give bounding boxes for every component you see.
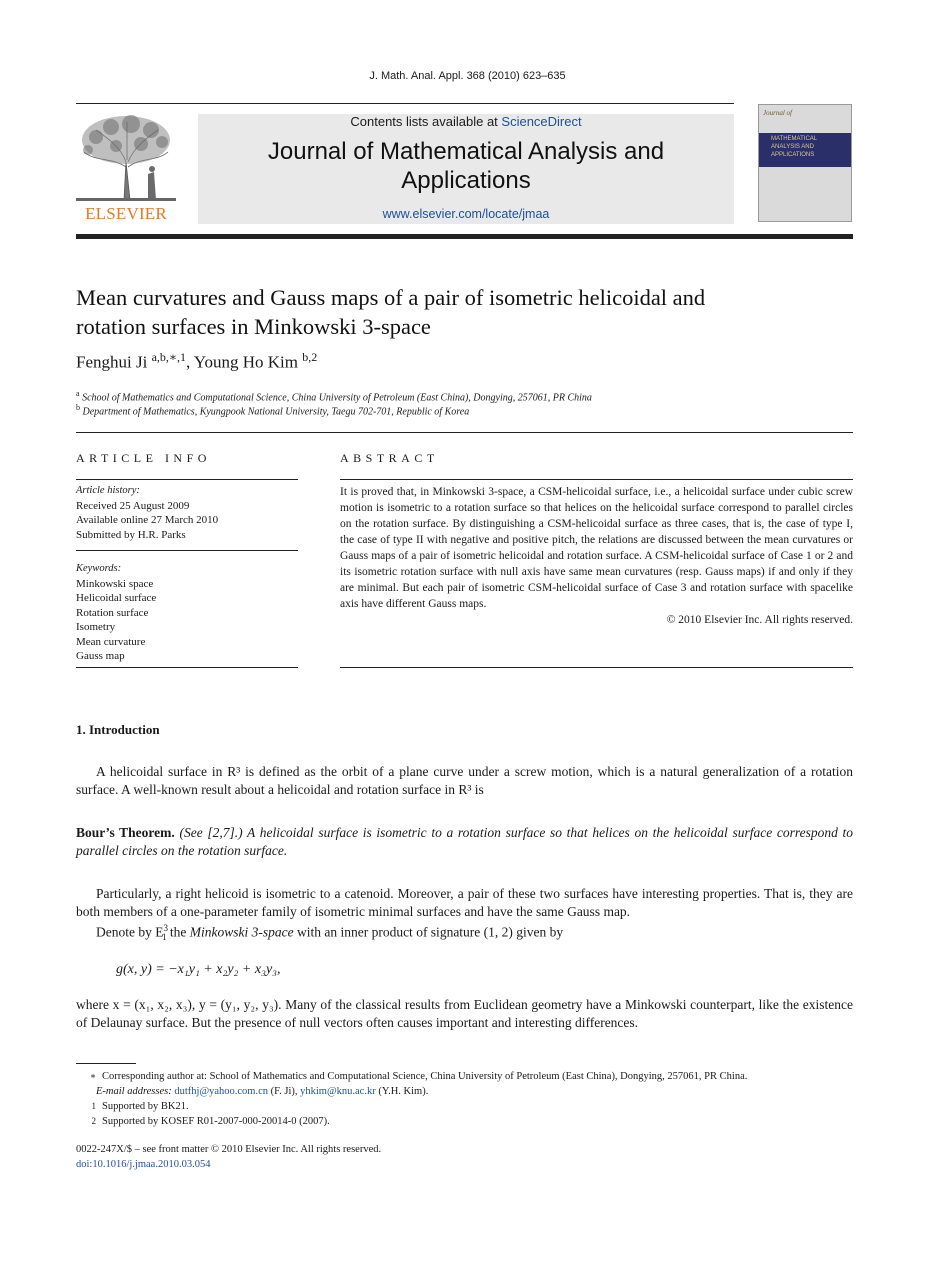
footnote-star-mark: ∗ (89, 1071, 96, 1081)
author-1: Fenghui Ji (76, 352, 148, 372)
bour-theorem (76, 824, 853, 859)
p3-denote: Denote by E (96, 924, 164, 940)
p3-the: the (166, 924, 190, 940)
email-link-ji[interactable]: dutfhj@yahoo.com.cn (174, 1086, 269, 1097)
paragraph-4: where x = (x₁, x₂, x₃), y = (y₁, y₂, y₃). Many of the classical results from Euclidean geometry have a Minkowski counterpart, like the existence of Delaunay surface. But the presence of null vectors often causes important and interesting differences. (76, 997, 853, 1030)
section-heading-introduction: 1. Introduction (76, 722, 160, 737)
footnote-star-text: Corresponding author at: School of Mathematics and Computational Science, China University of Petroleum (East China), Dongying, 257061, PR China. (102, 1071, 748, 1082)
keyword-item: Isometry (76, 621, 116, 633)
keyword-item: Helicoidal surface (76, 592, 157, 604)
cover-title-line1: MATHEMATICAL (771, 136, 818, 142)
front-matter (76, 1142, 381, 1172)
author-2-affil-mark: b,2 (302, 350, 318, 364)
history-label: Article history: (76, 485, 140, 496)
author-2: Young Ho Kim (193, 352, 298, 372)
history-submitted: Submitted by H.R. Parks (76, 528, 186, 541)
keywords-label: Keywords: (76, 563, 122, 574)
footnote-1-text: Supported by BK21. (102, 1101, 189, 1112)
email-owner-kim: (Y.H. Kim). (375, 1086, 429, 1097)
email-owner-ji: (F. Ji), (268, 1086, 301, 1097)
keyword-item: Mean curvature (76, 635, 146, 648)
abstract-copyright: © 2010 Elsevier Inc. All rights reserved. (666, 614, 853, 626)
inner-product-equation: g(x, y) = −x₁y₁ + x₂y₂ + x₃y₃, (116, 962, 281, 977)
footnote-2-mark: 2 (91, 1116, 96, 1126)
abstract-rule-top (340, 479, 853, 480)
issn-line: 0022-247X/$ – see front matter © 2010 Elsevier Inc. All rights reserved. (76, 1144, 382, 1155)
article-info-rule-bottom (76, 667, 298, 668)
footnote-2-text: Supported by KOSEF R01-2007-000-20014-0 (2007). (102, 1116, 330, 1127)
journal-title-line1: Journal of Mathematical Analysis and (267, 138, 665, 165)
sciencedirect-link[interactable]: ScienceDirect (501, 114, 582, 129)
footnote-1 (76, 1099, 853, 1114)
footnote-rule (76, 1063, 136, 1064)
affiliation-b-text: Department of Mathematics, Kyungpook National University, Taegu 702-701, Republic of Korea (82, 406, 470, 418)
keyword-item: Minkowski space (76, 577, 154, 590)
contents-prefix: Contents lists available at (350, 114, 502, 129)
author-list (76, 350, 856, 373)
p3-rest: with an inner product of signature (1, 2) given by (293, 924, 564, 940)
keyword-item: Gauss map (76, 650, 125, 662)
article-info-rule-top (76, 479, 298, 480)
cover-title-line3: APPLICATIONS (771, 152, 815, 158)
footnote-2 (76, 1114, 853, 1129)
cover-title (771, 135, 851, 159)
paper-title-line2: rotation surfaces in Minkowski 3-space (76, 314, 431, 339)
affiliation-rule (76, 432, 853, 433)
theorem-statement: A helicoidal surface is isometric to a rotation surface so that helices on the helicoidal surface correspond to parallel circles on the rotation surface. (76, 825, 854, 858)
journal-cover-thumbnail (758, 104, 852, 222)
footnote-1-mark: 1 (91, 1101, 96, 1111)
affiliation-a-text: School of Mathematics and Computational Science, China University of Petroleum (East China), Dongying, 257061, PR China (82, 392, 592, 404)
article-info-rule-mid (76, 550, 298, 551)
tree-icon (76, 112, 176, 204)
header-bottom-rule (76, 234, 853, 239)
abstract-heading: ABSTRACT (340, 451, 439, 465)
paper-title-line1: Mean curvatures and Gauss maps of a pair of isometric helicoidal and (76, 285, 706, 310)
footnote-emails (96, 1084, 853, 1099)
email-label: E-mail addresses: (96, 1086, 175, 1097)
article-info-heading: ARTICLE INFO (76, 451, 211, 465)
paper-title (76, 283, 856, 341)
doi-link[interactable]: doi:10.1016/j.jmaa.2010.03.054 (76, 1159, 211, 1170)
header-top-rule (76, 103, 734, 104)
journal-title-line2: Applications (401, 167, 531, 194)
cover-journal-of: Journal of (763, 109, 792, 117)
affiliation-b-mark: b (76, 403, 80, 412)
journal-citation: J. Math. Anal. Appl. 368 (2010) 623–635 (369, 70, 566, 82)
footnote-corresponding (76, 1069, 853, 1084)
e13-subscript: 1 (161, 932, 167, 943)
history-received: Received 25 August 2009 (76, 499, 190, 512)
abstract-rule-bottom (340, 667, 853, 668)
abstract-text: It is proved that, in Minkowski 3-space, a CSM-helicoidal surface, i.e., a helicoidal surface under cubic screw motion is isometric to a rotation surface so that helices on the helicoidal surface correspond to parallel circles on the rotation surface. By distinguishing a CSM-helicoidal surface as three cases, that is, the case of type I, the case of type II with negative and positive pitch, the relations are discussed between the mean curvatures or Gauss maps of a pair of isometric helicoidal and rotation surface. A CSM-helicoidal surface of Case 1 or 2 and its isometric rotation surface with null axis have same mean curvatures (resp. Gauss maps) if and only if they are minimal. But each pair of isometric CSM-helicoidal surface of Case 3 and rotation surface with spacelike axis have different Gauss maps. (340, 486, 853, 610)
affiliation-a (76, 389, 856, 403)
author-separator: , (186, 352, 194, 372)
keyword-item: Rotation surface (76, 606, 149, 619)
article-info (76, 484, 298, 664)
paragraph-1: A helicoidal surface in R³ is defined as the orbit of a plane curve under a screw motion, which is a natural generalization of a rotation surface. A well-known result about a helicoidal and rotation surface in R³ is (76, 764, 853, 797)
p3-minkowski-term: Minkowski 3-space (189, 924, 294, 940)
journal-url-link[interactable]: www.elsevier.com/locate/jmaa (382, 207, 550, 221)
theorem-label: Bour’s Theorem. (76, 825, 175, 840)
contents-line (198, 114, 734, 129)
e13-superscript: 3 (163, 923, 168, 933)
elsevier-wordmark: ELSEVIER (85, 204, 167, 223)
journal-title (198, 137, 734, 195)
affiliation-b (76, 403, 856, 417)
abstract-body (340, 484, 853, 628)
author-1-affil-mark: a,b,∗,1 (151, 350, 187, 364)
history-online: Available online 27 March 2010 (76, 514, 219, 526)
theorem-reference: (See [2,7].) (174, 825, 243, 840)
paragraph-3 (76, 920, 853, 947)
cover-title-line2: ANALYSIS AND (771, 144, 814, 150)
email-link-kim[interactable]: yhkim@knu.ac.kr (300, 1086, 376, 1097)
affiliation-a-mark: a (76, 389, 80, 398)
paragraph-2: Particularly, a right helicoid is isometric to a catenoid. Moreover, a pair of these two surfaces have interesting properties. That is, they are both members of a one-parameter family of isometric minimal surfaces and have the same Gauss map. (76, 886, 853, 919)
